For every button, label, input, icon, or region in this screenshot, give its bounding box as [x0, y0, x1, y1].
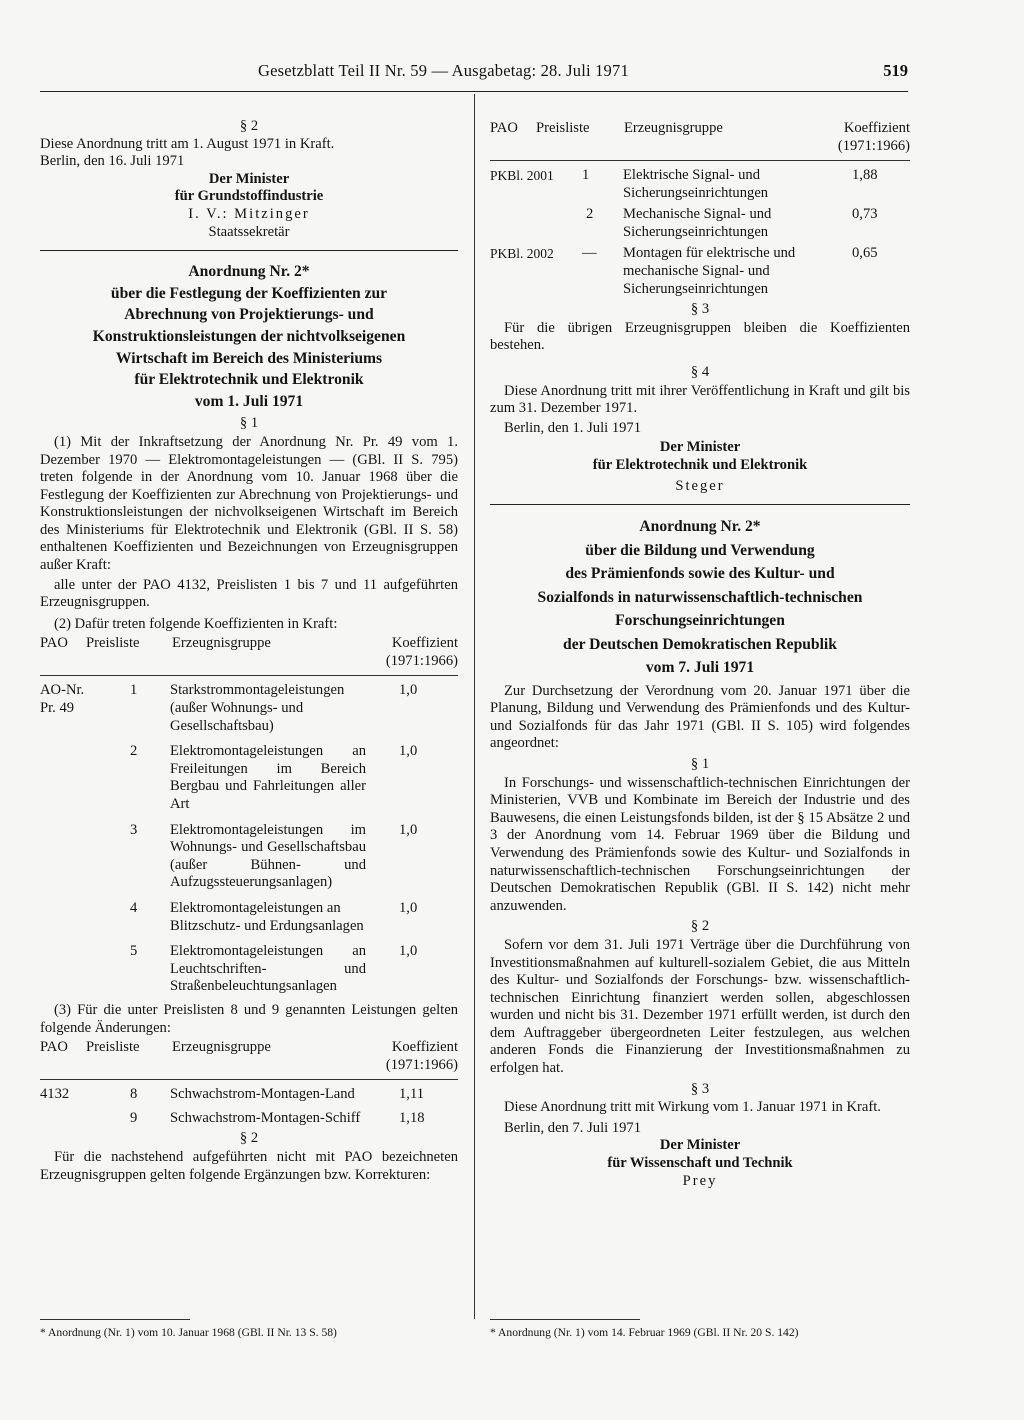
paragraph: (3) Für die unter Preislisten 8 und 9 genannten Leistungen gelten folgende Änderungen: — [40, 1001, 458, 1036]
cell-koeffizient: 1,0 — [399, 743, 418, 760]
coefficient-table-3 — [490, 167, 910, 298]
footnote-right: * Anordnung (Nr. 1) vom 14. Februar 1969 (GBl. II Nr. 20 S. 142) — [490, 1326, 799, 1339]
page-number: 519 — [883, 61, 908, 80]
ordinance-title-line: der Deutschen Demokratischen Republik — [563, 635, 837, 653]
cell-preisliste: 8 — [130, 1086, 138, 1103]
table-row — [40, 682, 458, 735]
col-pao: PAO — [490, 120, 518, 136]
ordinance-title-line: vom 1. Juli 1971 — [194, 392, 304, 410]
ordinance-title-line: des Prämienfonds sowie des Kultur- und — [565, 565, 835, 583]
section-heading: § 4 — [690, 363, 710, 380]
cell-erzeugnisgruppe: Elektromontageleistungen an Blitzschutz- und Erdungsanlagen — [170, 899, 364, 934]
section-heading: § 3 — [690, 1080, 710, 1097]
left-column — [40, 118, 458, 1184]
cell-erzeugnisgruppe: Elektromontageleistungen an Freileitungen im Bereich Bergbau und Fahrleitungen aller Art — [170, 743, 366, 812]
paragraph: (2) Dafür treten folgende Koeffizienten in Kraft: — [54, 615, 338, 632]
ordinance-title-line: Abrechnung von Projektierungs- und — [124, 306, 374, 324]
cell-preisliste: 1 — [130, 682, 138, 699]
table-row — [40, 822, 458, 892]
ordinance-title-line: Konstruktionsleistungen der nichtvolkseigenen — [92, 327, 406, 345]
paragraph: Diese Anordnung tritt mit Wirkung vom 1. Januar 1971 in Kraft. — [504, 1099, 881, 1116]
ordinance-title-line: Forschungseinrichtungen — [615, 612, 785, 630]
col-pao: PAO — [40, 635, 68, 652]
col-erzeugnisgruppe: Erzeugnisgruppe — [172, 1039, 271, 1056]
footnote-rule — [40, 1319, 190, 1320]
cell-koeffizient: 1,0 — [399, 821, 418, 838]
date-line: Berlin, den 7. Juli 1971 — [504, 1119, 642, 1136]
cell-pao: PKBl. 2001 — [490, 168, 554, 183]
cell-pao: 4132 — [40, 1086, 70, 1103]
paragraph: Sofern vor dem 31. Juli 1971 Verträge über die Durchführung von Investitionsmaßnahmen auf kulturell-sozialem Gebiet, die aus Mitteln des Kultur- und Sozialfonds der Forschungs- bzw. wissenschaftlich-technischen Einrichtung finanziert werden sollen, abgeschlossen wurden und nicht bis 31. Dezember 1971 erfüllt werden, ist durch den dem Auftraggeber übergeordneten Leiter festzulegen, aus welchen anderen Fonds die Finanzierung der Investitionsmaßnahmen zu erfolgen hat. — [490, 936, 910, 1077]
coefficient-table-2 — [40, 1086, 458, 1127]
col-preisliste: Preisliste — [86, 1039, 140, 1056]
table-header — [40, 635, 458, 673]
section-heading: § 1 — [239, 415, 259, 432]
cell-koeffizient: 1,0 — [399, 899, 418, 916]
cell-koeffizient: 1,0 — [399, 943, 418, 960]
cell-preisliste: 2 — [130, 743, 138, 760]
cell-erzeugnisgruppe: Schwachstrom-Montagen-Land — [170, 1086, 355, 1103]
cell-pao: PKBl. 2002 — [490, 246, 554, 262]
table-row — [490, 167, 910, 202]
paragraph: Für die übrigen Erzeugnisgruppen bleiben die Koeffizienten bestehen. — [490, 319, 910, 354]
ordinance-title-line: Anordnung Nr. 2* — [639, 518, 761, 536]
cell-koeffizient: 0,73 — [852, 206, 878, 223]
signer-name: Steger — [675, 477, 725, 494]
cell-erzeugnisgruppe: Mechanische Signal- und Sicherungseinrichtungen — [623, 206, 772, 240]
col-erzeugnisgruppe: Erzeugnisgruppe — [172, 635, 271, 652]
page-header — [40, 62, 908, 86]
col-koeffizient — [386, 1039, 458, 1074]
table-header — [490, 120, 910, 158]
col-preisliste: Preisliste — [86, 635, 140, 652]
cell-pao: AO-Nr. Pr. 49 — [40, 682, 85, 717]
paragraph: alle unter der PAO 4132, Preislisten 1 bis 7 und 11 aufgeführten Erzeugnisgruppen. — [40, 576, 458, 611]
cell-preisliste: 1 — [582, 167, 590, 183]
signer-title: Der Minister — [659, 1137, 741, 1154]
footnote-rule — [490, 1319, 640, 1320]
col-koeffizient-label: Koeffizient — [843, 120, 910, 136]
col-koeffizient-label: Koeffizient — [391, 1039, 458, 1056]
col-pao: PAO — [40, 1039, 68, 1056]
ordinance-title-line: über die Festlegung der Koeffizienten zur — [110, 284, 388, 302]
signer-name: Prey — [682, 1172, 718, 1189]
right-column — [490, 120, 910, 1190]
table-row — [40, 1110, 458, 1128]
signer-ministry: für Wissenschaft und Technik — [607, 1155, 793, 1172]
table-row — [40, 1086, 458, 1104]
paragraph: (1) Mit der Inkraftsetzung der Anordnung Nr. Pr. 49 vom 1. Dezember 1970 — Elektromontageleistungen — (GBl. II S. 795) treten folgende in der Anordnung vom 10. Januar 1968 über die Festlegung der Koeffizienten zur Abrechnung von Projektierungs- und Konstruktionsleistungen der nichvolkseigenen Wirtschaft im Bereich des Ministeriums für Elektrotechnik und Elektronik (GBl. II S. 58) enthaltenen Koeffizienten und Bezeichnungen von Erzeugnisgruppen außer Kraft: — [40, 433, 458, 574]
date-line: Berlin, den 1. Juli 1971 — [504, 419, 642, 436]
prev-date-line: Berlin, den 16. Juli 1971 — [40, 153, 185, 170]
ordinance-title-line: Sozialfonds in naturwissenschaftlich-technischen — [537, 588, 863, 606]
signer-ministry: für Elektrotechnik und Elektronik — [592, 456, 808, 473]
column-divider — [474, 94, 475, 1319]
ordinance-title-line: Wirtschaft im Bereich des Ministeriums — [115, 349, 383, 367]
col-koeffizient — [386, 635, 458, 670]
table-row — [40, 900, 458, 935]
cell-koeffizient: 1,11 — [399, 1086, 424, 1103]
table-header — [40, 1039, 458, 1077]
cell-erzeugnisgruppe: Elektromontageleistungen an Leuchtschriften- und Straßenbeleuchtungsanlagen — [170, 943, 366, 995]
ordinance-title-line: über die Bildung und Verwendung — [585, 541, 815, 559]
ordinance-title-line: Anordnung Nr. 2* — [188, 263, 310, 281]
col-erzeugnisgruppe: Erzeugnisgruppe — [624, 120, 723, 136]
col-preisliste: Preisliste — [536, 120, 590, 136]
header-rule — [40, 91, 908, 92]
footnote-left: * Anordnung (Nr. 1) vom 10. Januar 1968 (GBl. II Nr. 13 S. 58) — [40, 1326, 337, 1339]
table-rule — [40, 675, 458, 676]
prev-signer-title: Der Minister — [208, 170, 290, 187]
section-rule — [490, 504, 910, 505]
col-koeffizient-label: Koeffizient — [391, 635, 458, 652]
col-koeffizient-ratio: (1971:1966) — [385, 1056, 458, 1073]
cell-koeffizient: 1,18 — [399, 1109, 425, 1126]
col-koeffizient — [838, 120, 910, 155]
cell-erzeugnisgruppe: Elektromontageleistungen im Wohnungs- und Gesellschaftsbau (außer Bühnen- und Aufzugssteuerungsanlagen) — [170, 821, 366, 891]
cell-preisliste: 9 — [130, 1109, 138, 1126]
signer-title: Der Minister — [659, 439, 741, 456]
cell-erzeugnisgruppe: Montagen für elektrische und mechanische Signal- und Sicherungseinrichtungen — [623, 245, 796, 297]
ordinance-2-title — [490, 515, 910, 680]
section-rule — [40, 250, 458, 251]
coefficient-table — [40, 682, 458, 996]
gazette-title: Gesetzblatt Teil II Nr. 59 — Ausgabetag: 28. Juli 1971 — [258, 61, 629, 80]
col-koeffizient-ratio: (1971:1966) — [837, 137, 910, 154]
cell-preisliste: 5 — [130, 943, 138, 960]
table-row — [40, 943, 458, 996]
table-row — [40, 743, 458, 813]
cell-koeffizient: 1,88 — [852, 167, 878, 183]
ordinance-title-line: für Elektrotechnik und Elektronik — [134, 371, 364, 389]
cell-preisliste: 3 — [130, 821, 138, 838]
table-rule — [490, 160, 910, 161]
section-heading: § 3 — [690, 301, 710, 318]
table-row — [490, 245, 910, 298]
cell-koeffizient: 1,0 — [399, 682, 418, 699]
cell-koeffizient: 0,65 — [852, 245, 878, 262]
paragraph: Zur Durchsetzung der Verordnung vom 20. Januar 1971 über die Planung, Bildung und Verwendung des Prämienfonds und des Kultur- und Sozialfonds für das Jahr 1971 (GBl. II S. 105) wird folgendes angeordnet: — [490, 682, 910, 752]
cell-erzeugnisgruppe: Starkstrommontageleistungen (außer Wohnungs- und Gesellschaftsbau) — [170, 682, 345, 734]
cell-erzeugnisgruppe: Elektrische Signal- und Sicherungseinrichtungen — [623, 167, 769, 201]
cell-preisliste: 4 — [130, 899, 138, 916]
prev-section-text: Diese Anordnung tritt am 1. August 1971 in Kraft. — [40, 135, 335, 152]
prev-section-heading: § 2 — [239, 118, 259, 134]
prev-signer-ministry: für Grundstoffindustrie — [174, 188, 324, 205]
table-row — [490, 206, 910, 241]
cell-preisliste: 2 — [586, 206, 594, 223]
section-heading: § 2 — [690, 918, 710, 935]
paragraph: In Forschungs- und wissenschaftlich-technischen Einrichtungen der Ministerien, VVB und Kombinate im Bereich der Industrie und des Bauwesens, die einen Leistungsfonds bilden, ist der § 15 Absätze 2 und 3 der Anordnung vom 14. Februar 1969 über die Bildung und Verwendung des Prämienfonds sowie des Kultur- und Sozialfonds in naturwissenschaftlich-technischen Forschungseinrichtungen der Deutschen Demokratischen Republik (GBl. II S. 142) nicht mehr anzuwenden. — [490, 774, 910, 914]
ordinance-title — [40, 261, 458, 412]
section-heading: § 2 — [239, 1130, 259, 1147]
ordinance-title-line: vom 7. Juli 1971 — [645, 659, 755, 677]
cell-erzeugnisgruppe: Schwachstrom-Montagen-Schiff — [170, 1109, 361, 1126]
table-rule — [40, 1079, 458, 1080]
cell-preisliste: — — [582, 245, 597, 262]
paragraph: Diese Anordnung tritt mit ihrer Veröffentlichung in Kraft und gilt bis zum 31. Dezember 1971. — [490, 382, 910, 417]
col-koeffizient-ratio: (1971:1966) — [385, 653, 458, 670]
prev-signer-role: Staatssekretär — [208, 223, 290, 240]
section-heading: § 1 — [690, 755, 710, 772]
prev-signer-name: I. V.: Mitzinger — [188, 205, 310, 222]
paragraph: Für die nachstehend aufgeführten nicht mit PAO bezeichneten Erzeugnisgruppen gelten folgende Ergänzungen bzw. Korrekturen: — [40, 1148, 458, 1183]
